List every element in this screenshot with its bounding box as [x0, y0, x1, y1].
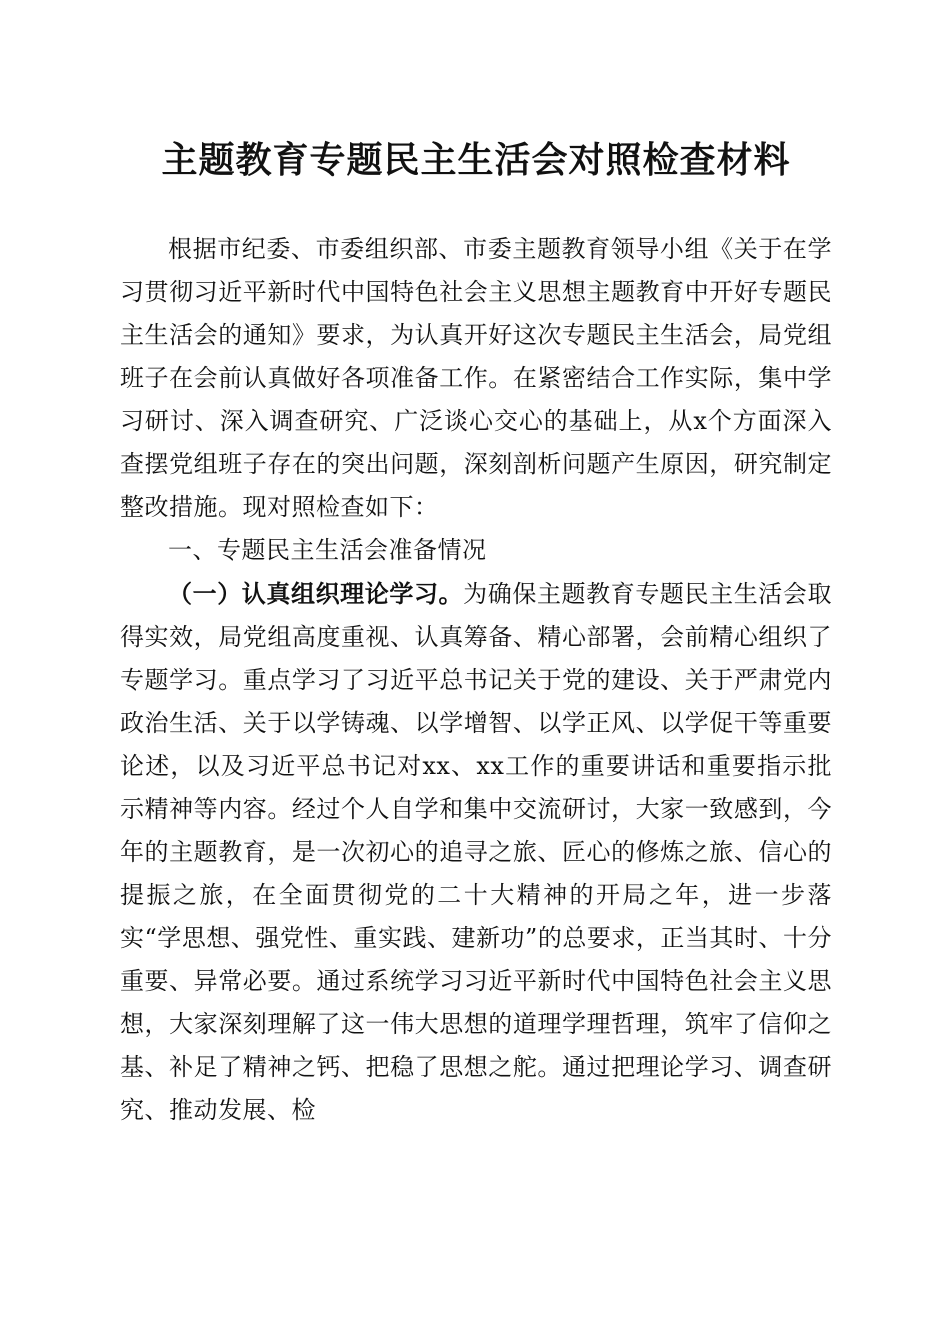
subsection-paragraph	[120, 572, 832, 1132]
section-heading: 一、专题民主生活会准备情况	[168, 536, 487, 564]
document-page	[120, 128, 832, 1132]
subsection-heading: （一）认真组织理论学习。	[168, 579, 464, 608]
subsection-text: 为确保主题教育专题民主生活会取得实效，局党组高度重视、认真筹备、精心部署，会前精心组织了专题学习。重点学习了习近平总书记关于党的建设、关于严肃党内政治生活、关于以学铸魂、以学增智、以学正风、以学促干等重要论述，以及习近平总书记对xx、xx工作的重要讲话和重要指示批示精神等内容。经过个人自学和集中交流研讨，大家一致感到，今年的主题教育，是一次初心的追寻之旅、匠心的修炼之旅、信心的提振之旅，在全面贯彻党的二十大精神的开局之年，进一步落实“学思想、强党性、重实践、建新功”的总要求，正当其时、十分重要、异常必要。通过系统学习习近平新时代中国特色社会主义思想，大家深刻理解了这一伟大思想的道理学理哲理，筑牢了信仰之基、补足了精神之钙、把稳了思想之舵。通过把理论学习、调查研究、推动发展、检	[120, 580, 833, 1124]
intro-paragraph: 根据市纪委、市委组织部、市委主题教育领导小组《关于在学习贯彻习近平新时代中国特色社会主义思想主题教育中开好专题民主生活会的通知》要求，为认真开好这次专题民主生活会，局党组班子在会前认真做好各项准备工作。在紧密结合工作实际，集中学习研讨、深入调查研究、广泛谈心交心的基础上，从x个方面深入查摆党组班子存在的突出问题，深刻剖析问题产生原因，研究制定整改措施。现对照检查如下：	[120, 235, 832, 521]
document-title: 主题教育专题民主生活会对照检查材料	[161, 139, 791, 181]
document-body	[120, 228, 832, 1132]
